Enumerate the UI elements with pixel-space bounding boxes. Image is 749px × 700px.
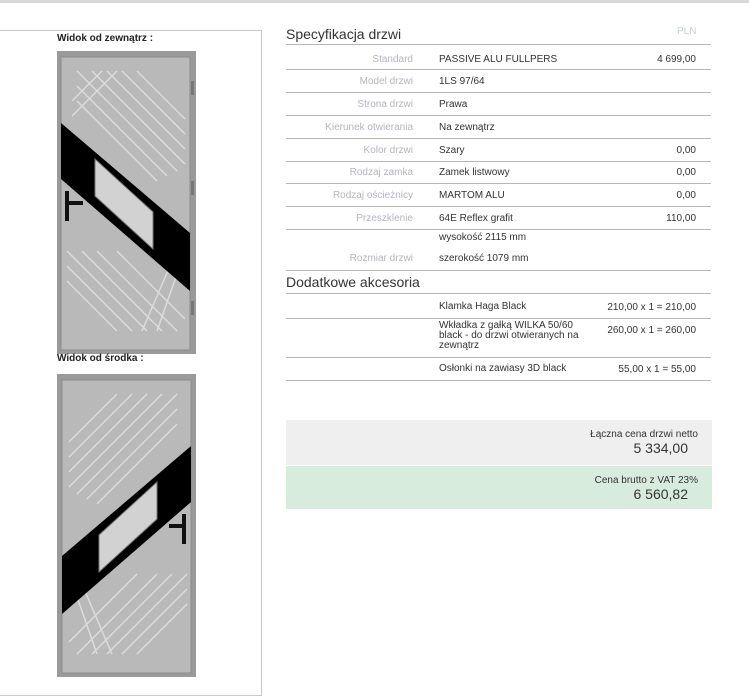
- spec-label: Kierunek otwierania: [325, 122, 413, 133]
- divider: [286, 183, 711, 184]
- net-total-box: [286, 420, 712, 465]
- divider: [286, 293, 711, 294]
- divider: [286, 138, 711, 139]
- divider: [286, 380, 711, 381]
- spec-price: 0,00: [676, 145, 696, 156]
- spec-value: Szary: [439, 145, 465, 156]
- inside-view-label: Widok od środka :: [57, 353, 144, 364]
- spec-value: Zamek listwowy: [439, 167, 510, 178]
- divider: [286, 318, 711, 319]
- accessories-title: Dodatkowe akcesoria: [286, 274, 420, 290]
- spec-title: Specyfikacja drzwi: [286, 26, 402, 42]
- gross-total-box: [286, 466, 712, 509]
- spec-value: Prawa: [439, 99, 468, 110]
- spec-value: 1LS 97/64: [439, 76, 485, 87]
- spec-label: Rodzaj zamka: [349, 167, 413, 178]
- spec-price: 110,00: [666, 213, 696, 224]
- spec-label: Rozmiar drzwi: [349, 253, 413, 264]
- spec-price: 0,00: [676, 167, 696, 178]
- spec-label: Rodzaj ościeżnicy: [332, 190, 413, 201]
- net-total-label: Łączna cena drzwi netto: [590, 429, 698, 440]
- door-inside-image: [57, 374, 196, 677]
- spec-value: 64E Reflex grafit: [439, 213, 513, 224]
- divider: [286, 44, 711, 45]
- spec-value: wysokość 2115 mm: [439, 232, 527, 243]
- accessory-name: Klamka Haga Black: [439, 301, 527, 312]
- door-preview-panel: [0, 30, 262, 696]
- spec-value: Na zewnątrz: [439, 122, 495, 133]
- divider: [286, 115, 711, 116]
- outside-view-label: Widok od zewnątrz :: [57, 33, 154, 44]
- accessory-price: 210,00 x 1 = 210,00: [607, 302, 696, 313]
- divider: [286, 92, 711, 93]
- accessory-name: Wkładka z gałką WILKA 50/60 black - do drzwi otwieranych na zewnątrz: [439, 320, 579, 351]
- currency-label: PLN: [677, 26, 697, 37]
- divider: [286, 161, 711, 162]
- divider: [286, 270, 711, 271]
- spec-label: Kolor drzwi: [363, 145, 413, 156]
- spec-value: PASSIVE ALU FULLPERS: [439, 54, 558, 65]
- spec-price: 4 699,00: [657, 54, 696, 65]
- door-outside-image: [57, 51, 196, 354]
- gross-total-amount: 6 560,82: [633, 486, 688, 502]
- spec-price: 0,00: [676, 190, 696, 201]
- spec-label: Model drzwi: [359, 76, 413, 87]
- accessory-price: 55,00 x 1 = 55,00: [618, 364, 696, 375]
- spec-value: szerokość 1079 mm: [439, 253, 529, 264]
- spec-value: MARTOM ALU: [439, 190, 505, 201]
- gross-total-label: Cena brutto z VAT 23%: [594, 475, 698, 486]
- divider: [286, 229, 711, 230]
- accessory-name: Osłonki na zawiasy 3D black: [439, 363, 567, 374]
- divider: [286, 206, 711, 207]
- spec-label: Standard: [372, 54, 413, 65]
- divider: [286, 69, 711, 70]
- net-total-amount: 5 334,00: [633, 440, 688, 456]
- spec-label: Przeszklenie: [356, 213, 413, 224]
- accessory-price: 260,00 x 1 = 260,00: [607, 325, 696, 336]
- spec-label: Strona drzwi: [357, 99, 413, 110]
- divider: [286, 357, 711, 358]
- top-divider: [0, 0, 749, 3]
